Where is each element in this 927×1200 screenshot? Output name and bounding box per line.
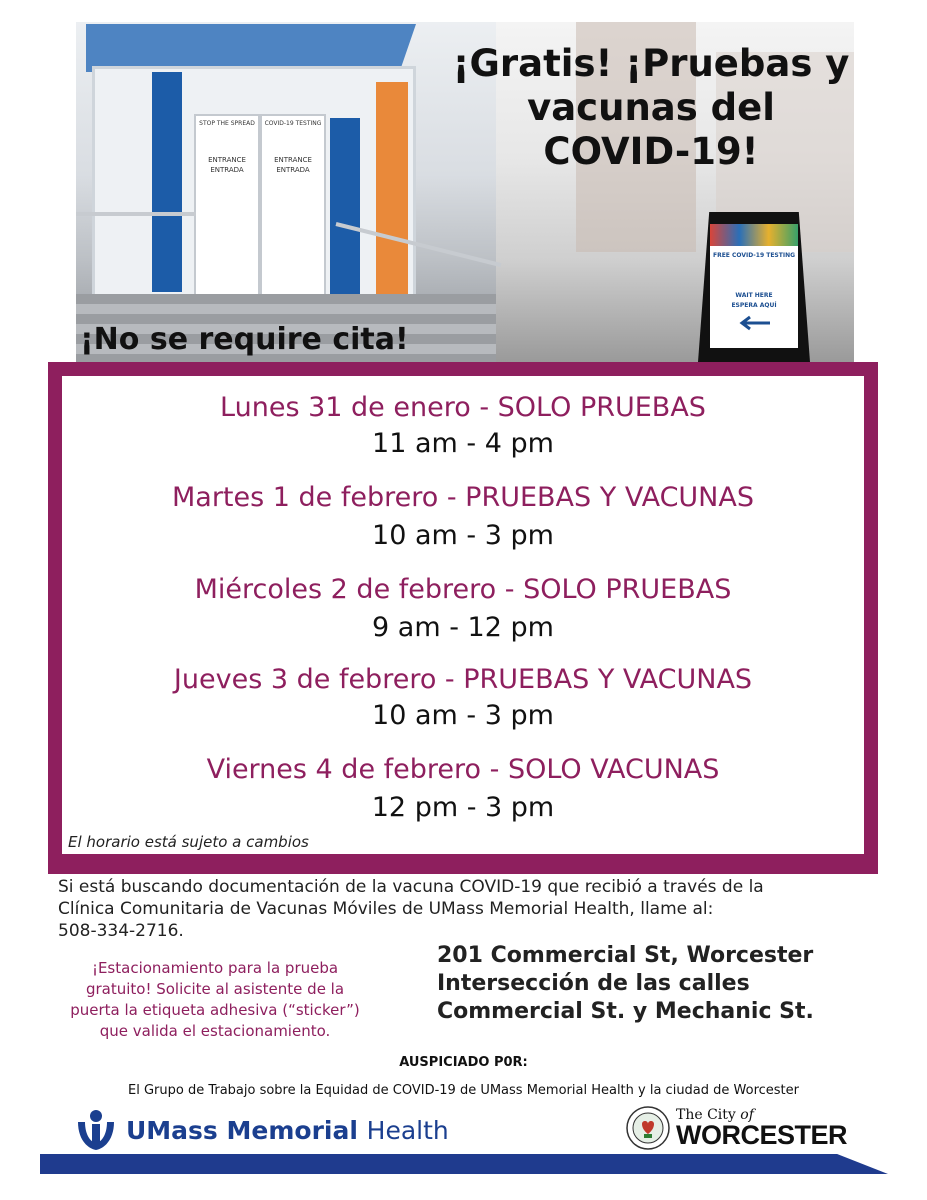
entrance-text: ENTRANCE	[208, 156, 246, 164]
kiosk-awning	[86, 24, 416, 72]
documentation-info	[58, 876, 878, 942]
courage-banner	[376, 82, 408, 294]
documentation-line: Clínica Comunitaria de Vacunas Móviles de UMass Memorial Health, llame al:	[58, 899, 714, 919]
handrail	[76, 212, 196, 216]
entrance-door-left	[194, 114, 260, 298]
schedule-day: Viernes 4 de febrero - SOLO VACUNAS	[206, 754, 720, 785]
city-text	[676, 1108, 847, 1149]
schedule-day: Miércoles 2 de febrero - SOLO PRUEBAS	[194, 574, 732, 605]
sponsor-heading: AUSPICIADO P0R:	[399, 1055, 528, 1070]
city-of-worcester-logo	[626, 1100, 847, 1156]
schedule-time: 9 am - 12 pm	[372, 612, 554, 643]
schedule-day: Lunes 31 de enero - SOLO PRUEBAS	[220, 392, 706, 423]
umass-memorial-logo	[74, 1108, 449, 1152]
city-seal-icon	[626, 1106, 670, 1150]
address-block	[437, 942, 867, 1026]
umass-health-text: Health	[366, 1115, 449, 1145]
hero-title-line: vacunas del	[527, 86, 775, 129]
sign-espera-text: ESPERA AQUÍ	[731, 302, 777, 309]
address-line: 201 Commercial St, Worcester	[437, 943, 814, 968]
hero-title-line: COVID-19!	[543, 130, 759, 173]
entrance-text: ENTRANCE	[274, 156, 312, 164]
schedule-time: 11 am - 4 pm	[372, 428, 554, 459]
sign-illustration	[710, 224, 798, 246]
parking-line: gratuito! Solicite al asistente de la	[85, 980, 345, 998]
strength-banner	[152, 72, 182, 292]
entrance-door-right	[260, 114, 326, 298]
phone-number: 508-334-2716.	[58, 921, 184, 941]
left-arrow-icon	[736, 315, 772, 331]
no-appointment-text: ¡No se require cita!	[80, 322, 409, 357]
hero-title-line: ¡Gratis! ¡Pruebas y	[452, 42, 850, 85]
schedule-day: Martes 1 de febrero - PRUEBAS Y VACUNAS	[171, 482, 754, 513]
umass-name-text: UMass Memorial	[126, 1115, 358, 1145]
schedule-time: 12 pm - 3 pm	[371, 792, 555, 823]
parking-line: que valida el estacionamiento.	[99, 1022, 331, 1040]
stop-spread-text: STOP THE SPREAD	[199, 120, 255, 127]
city-name: WORCESTER	[676, 1119, 847, 1150]
address-line: Commercial St. y Mechanic St.	[437, 999, 814, 1024]
documentation-line: Si está buscando documentación de la vacuna COVID-19 que recibió a través de la	[58, 877, 764, 897]
schedule-time: 10 am - 3 pm	[372, 520, 554, 551]
entrada-text: ENTRADA	[210, 166, 244, 174]
umass-name	[126, 1116, 449, 1145]
parking-line: puerta la etiqueta adhesiva (“sticker”)	[70, 1001, 360, 1019]
schedule-time: 10 am - 3 pm	[372, 700, 554, 731]
parking-line: ¡Estacionamiento para la prueba	[91, 959, 339, 977]
city-prefix-text: The City	[676, 1106, 736, 1123]
schedule-day: Jueves 3 de febrero - PRUEBAS Y VACUNAS	[173, 664, 753, 695]
umass-heart-icon	[74, 1108, 118, 1152]
bottom-bar	[40, 1154, 888, 1174]
sign-free-testing-text: FREE COVID-19 TESTING	[712, 252, 796, 259]
blue-window-panel	[330, 118, 360, 294]
schedule-note: El horario está sujeto a cambios	[68, 833, 309, 851]
hero-title	[446, 42, 856, 174]
parking-note	[60, 958, 370, 1042]
covid-testing-text: COVID-19 TESTING	[264, 120, 322, 127]
city-of-text: of	[740, 1106, 754, 1123]
sponsor-text: El Grupo de Trabajo sobre la Equidad de COVID-19 de UMass Memorial Health y la ciudad de Worcester	[127, 1083, 800, 1098]
entrada-text: ENTRADA	[276, 166, 310, 174]
address-line: Intersección de las calles	[437, 971, 750, 996]
sign-wait-text: WAIT HERE	[735, 292, 773, 299]
